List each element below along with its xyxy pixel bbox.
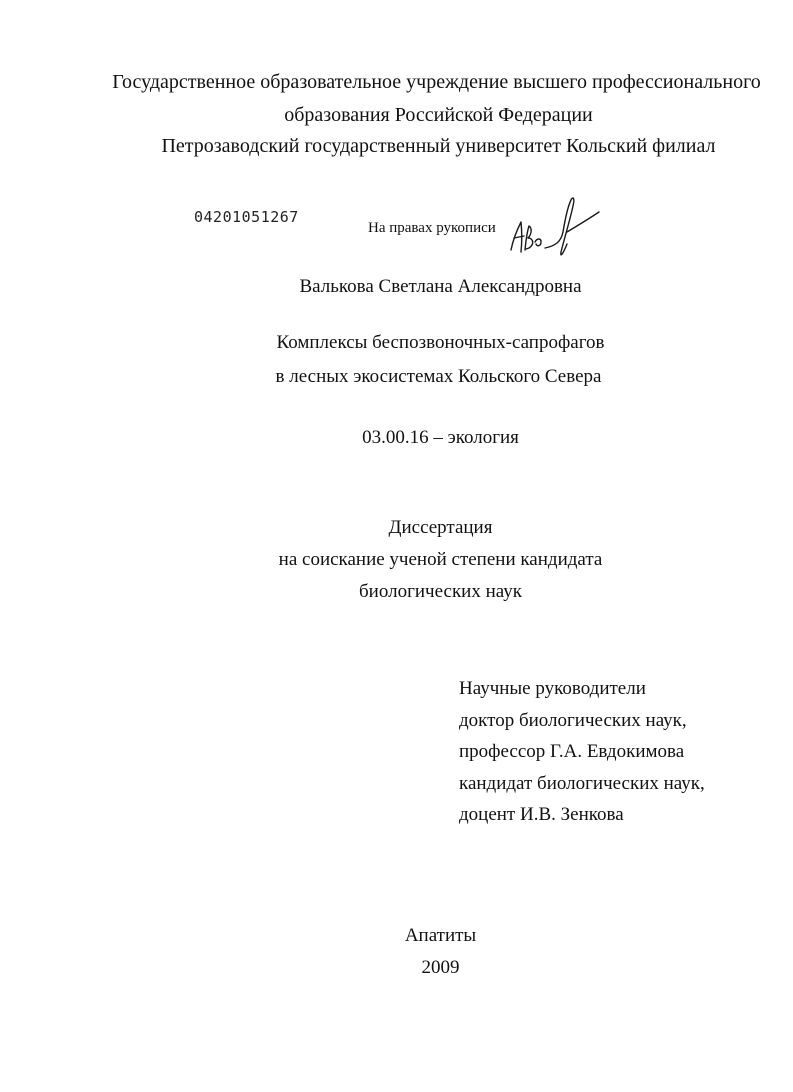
manuscript-note: На правах рукописи [368,220,496,236]
signature-icon [505,192,605,264]
advisor-2-degree: кандидат биологических наук, [459,772,705,794]
registration-number-stamp: 04201051267 [194,208,299,226]
advisor-1-degree: доктор биологических наук, [459,709,687,731]
dissertation-label: Диссертация [388,517,493,538]
advisor-1-name: профессор Г.А. Евдокимова [459,741,685,762]
author-name: Валькова Светлана Александровна [299,276,582,297]
degree-line-2: биологических наук [359,581,522,602]
advisors-heading: Научные руководители [459,678,646,699]
advisors-block [459,673,705,831]
advisor-2-name: доцент И.В. Зенкова [459,804,624,825]
dissertation-title-line-2: в лесных экосистемах Кольского Севера [275,366,602,387]
year: 2009 [421,957,460,978]
dissertation-title-line-1: Комплексы беспозвоночных-сапрофагов [276,332,605,353]
institution-line-2: образования Российской Федерации [284,104,593,126]
degree-line-1: на соискание ученой степени кандидата [278,549,603,570]
city: Апатиты [404,925,477,946]
specialty-code: 03.00.16 – экология [362,427,519,448]
institution-line-3: Петрозаводский государственный университет Кольский филиал [161,135,716,157]
institution-line-1: Государственное образовательное учреждение высшего профессионального [112,71,761,93]
